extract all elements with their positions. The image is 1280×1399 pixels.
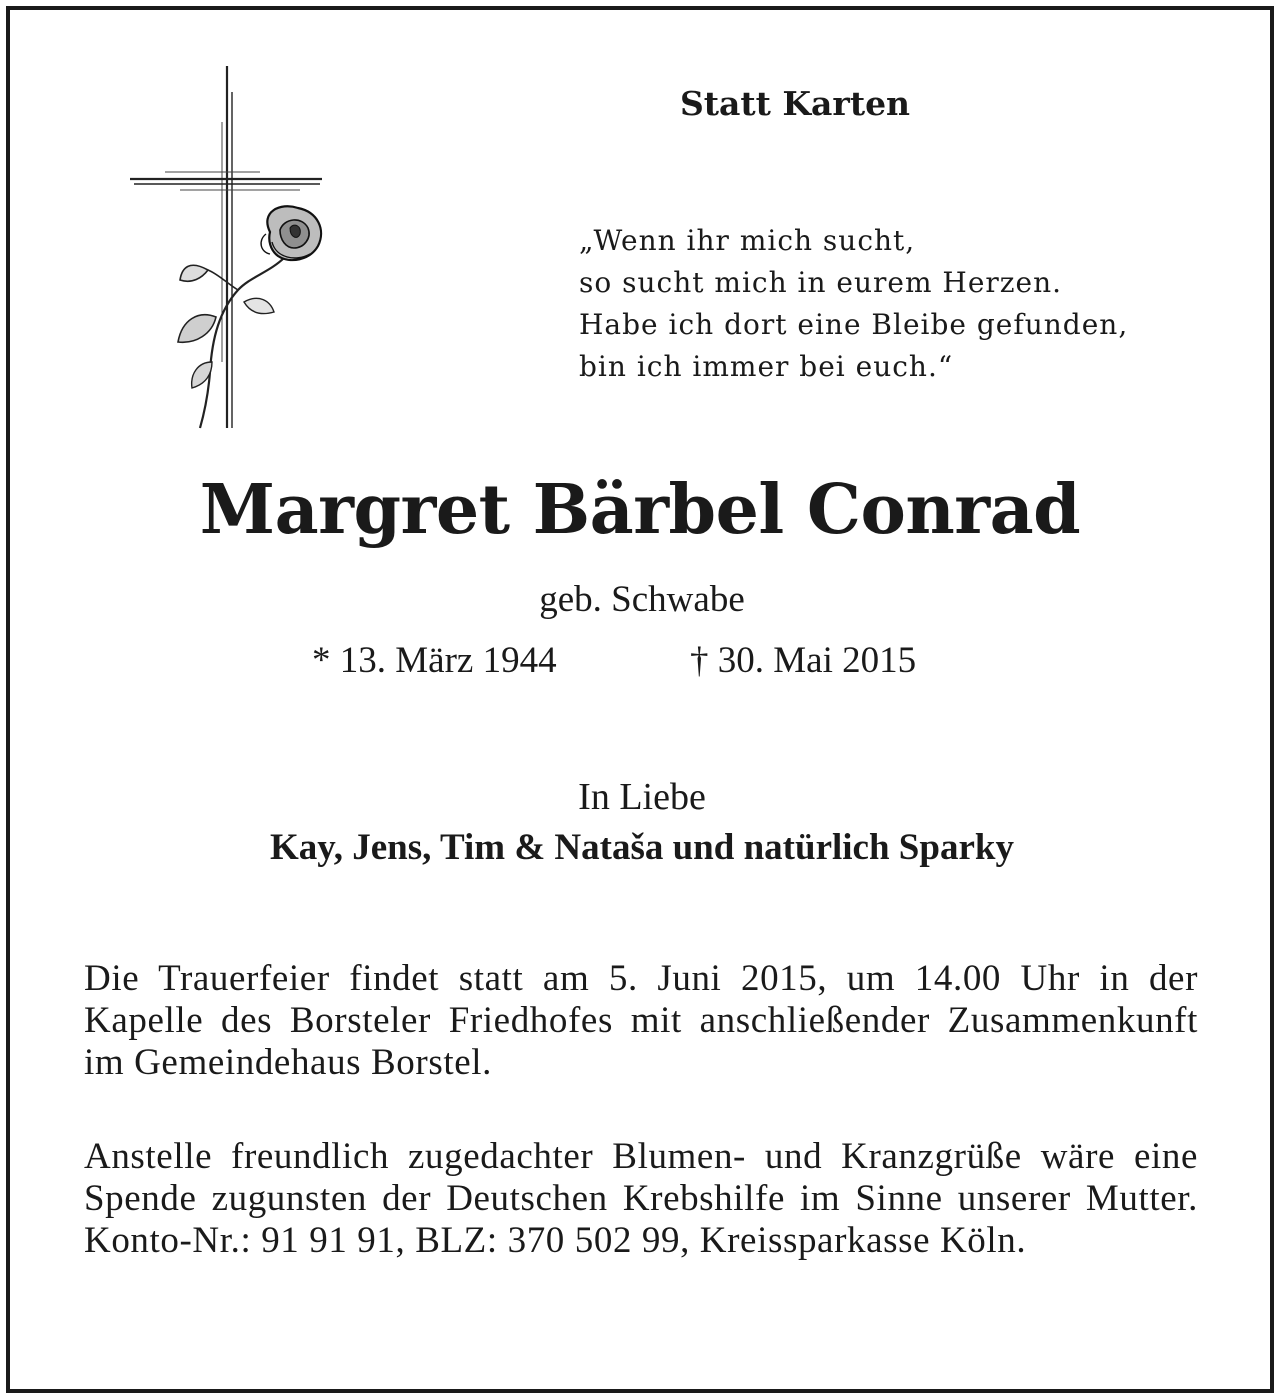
birth-date: * 13. März 1944 bbox=[312, 640, 557, 681]
cross-with-rose-icon bbox=[120, 62, 340, 434]
quote-line: so sucht mich in eurem Herzen. bbox=[579, 266, 1063, 299]
quote-line: „Wenn ihr mich sucht, bbox=[579, 224, 916, 257]
ceremony-paragraph: Die Trauerfeier findet statt am 5. Juni 2015, um 14.00 Uhr in der Kapelle des Borsteler Friedhofes mit anschließender Zusammenkunft im Gemeindehaus Borstel. bbox=[84, 958, 1198, 1083]
death-date: † 30. Mai 2015 bbox=[690, 640, 917, 681]
statt-karten-heading: Statt Karten bbox=[679, 84, 911, 123]
mourners-intro: In Liebe bbox=[578, 776, 706, 818]
quote-line: Habe ich dort eine Bleibe gefunden, bbox=[579, 308, 1129, 341]
donation-paragraph: Anstelle freundlich zugedachter Blumen- und Kranzgrüße wäre eine Spende zugunsten der Deutschen Krebshilfe im Sinne unserer Mutter. Konto-Nr.: 91 91 91, BLZ: 370 502 99, Kreissparkasse Köln. bbox=[84, 1136, 1198, 1261]
quote-line: bin ich immer bei euch.“ bbox=[579, 350, 954, 383]
maiden-name: geb. Schwabe bbox=[539, 579, 745, 620]
quote-block bbox=[579, 220, 1239, 388]
deceased-name: Margret Bärbel Conrad bbox=[199, 470, 1081, 550]
life-dates bbox=[312, 636, 992, 686]
mourners-names: Kay, Jens, Tim & Nataša und natürlich Sparky bbox=[270, 827, 1014, 868]
